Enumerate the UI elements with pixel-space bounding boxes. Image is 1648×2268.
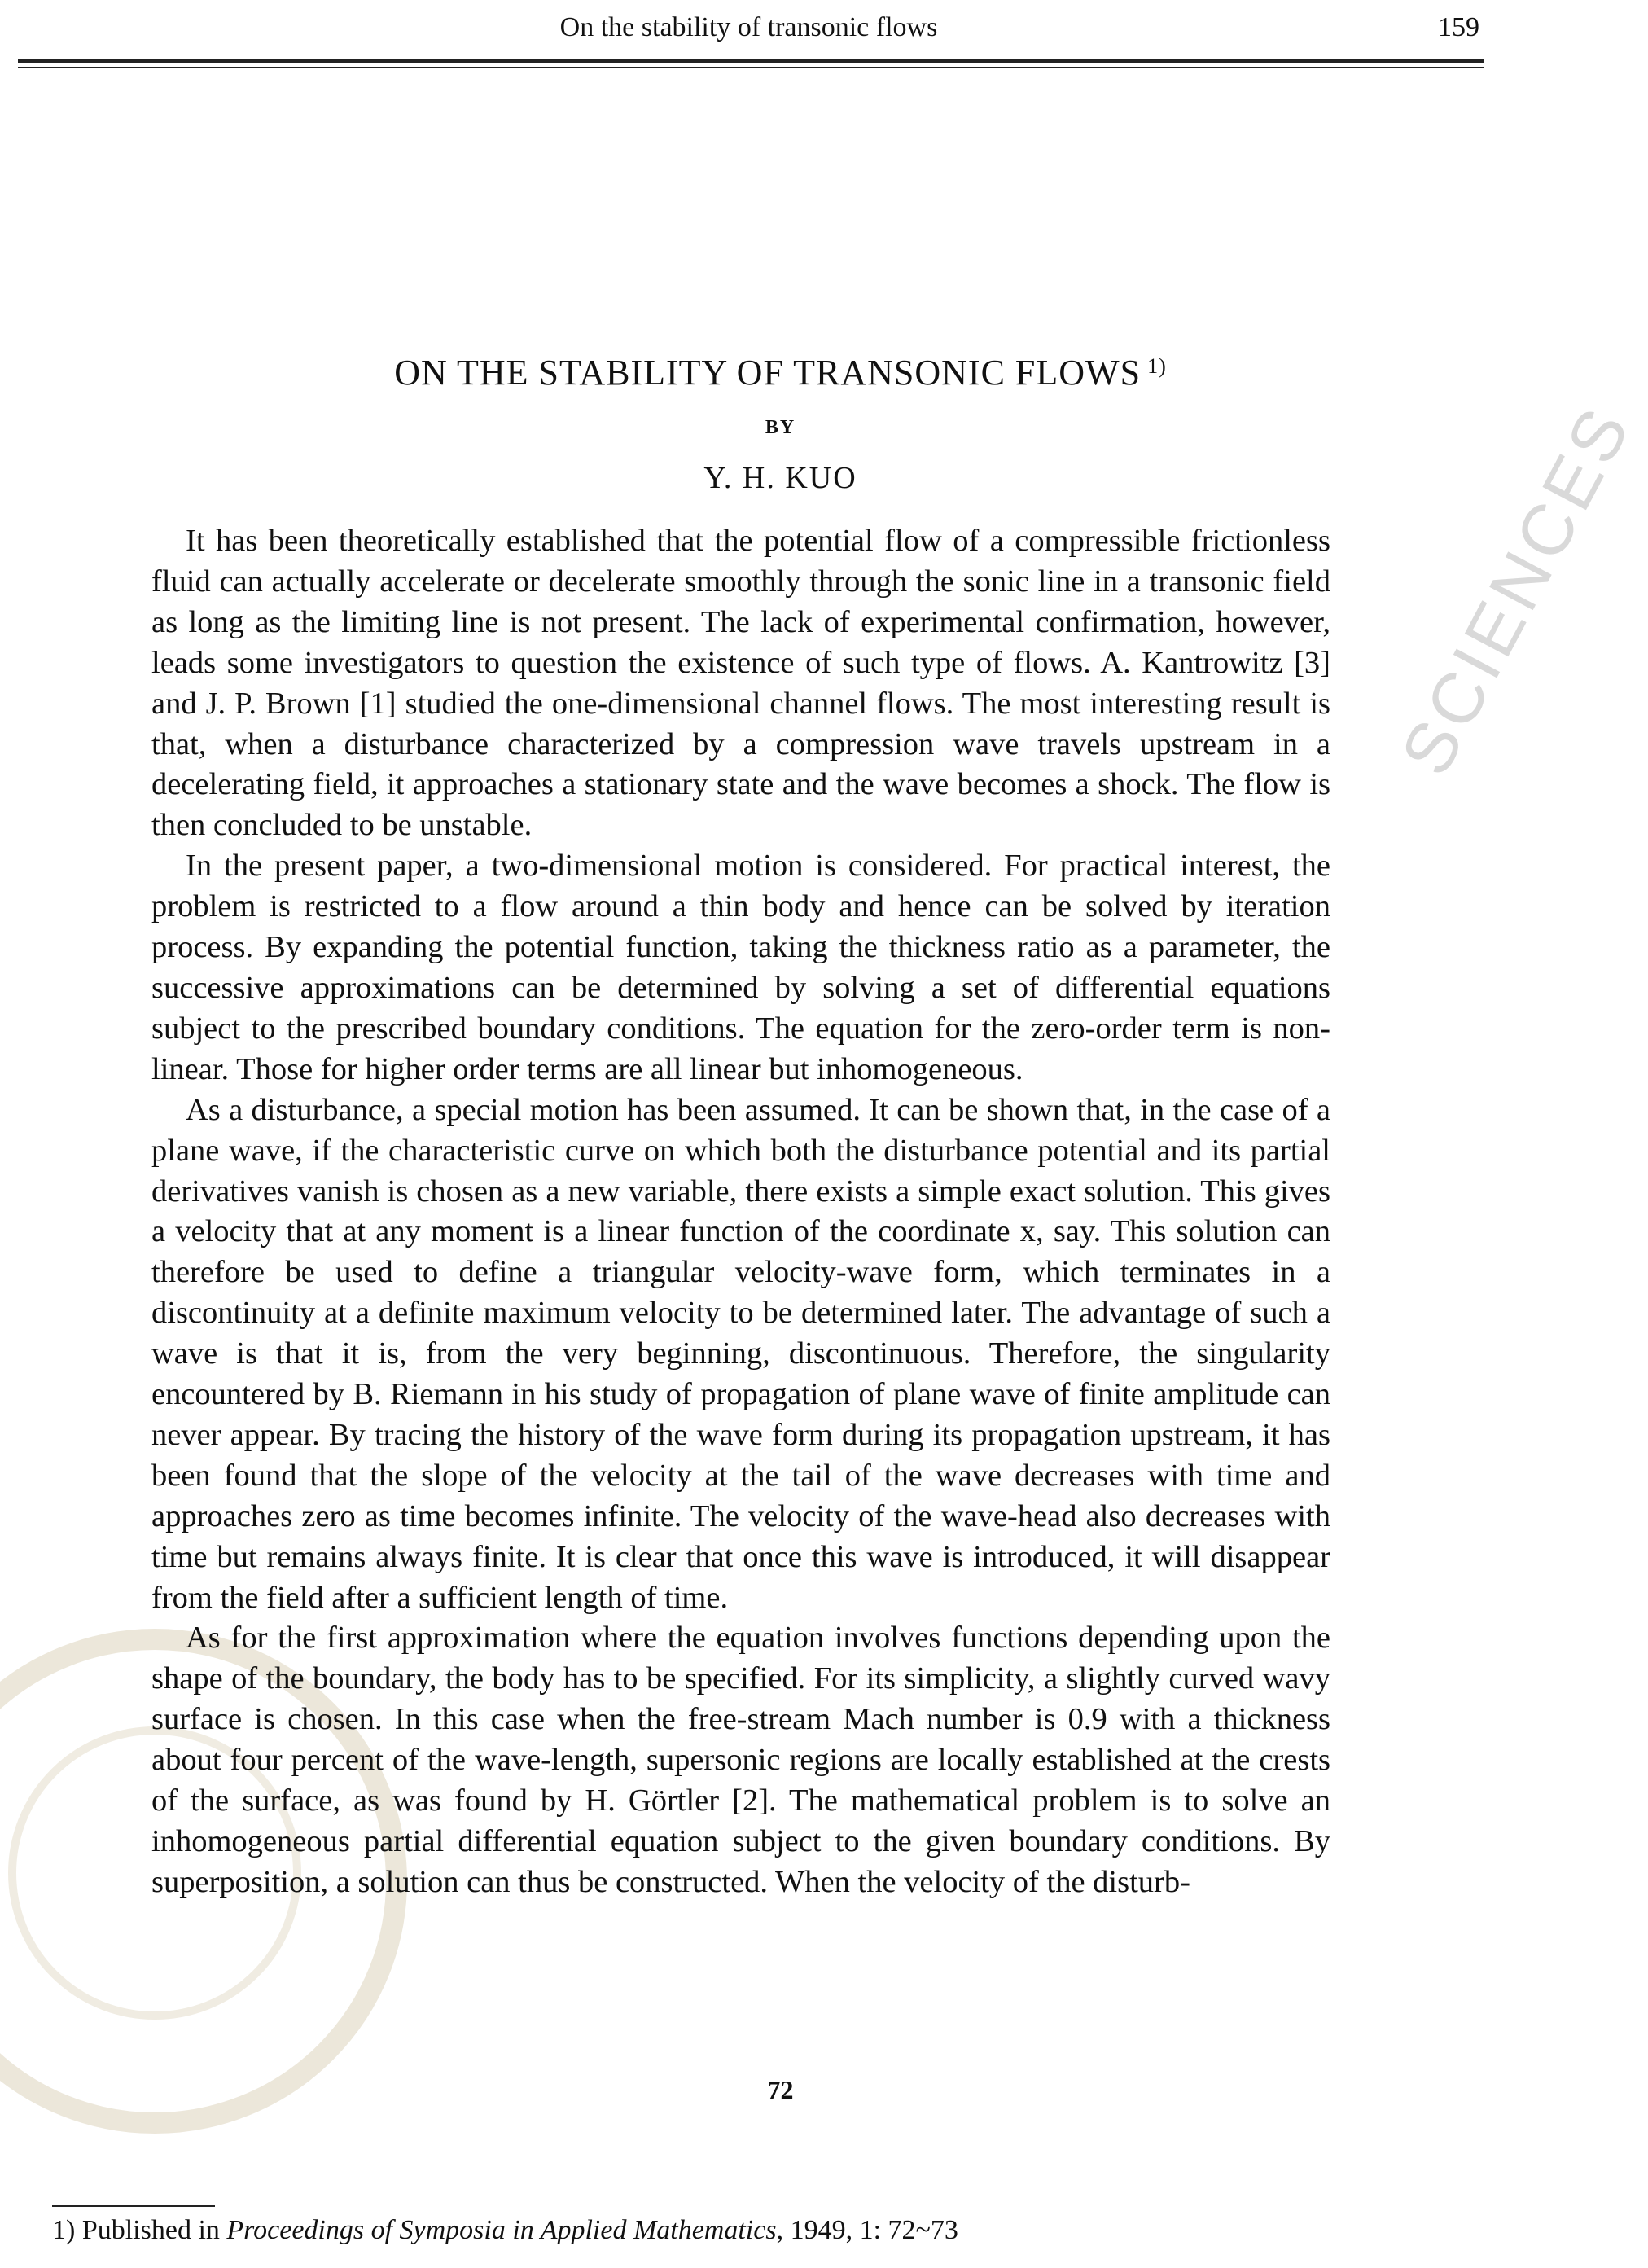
footnote-journal: Proceedings of Symposia in Applied Mathematics [226,2215,777,2245]
watermark-text: SCIENCES [1384,391,1647,787]
byline-by: BY [765,417,796,438]
paragraph: In the present paper, a two-dimensional motion is considered. For practical interest, the problem is restricted to a flow around a thin body and hence can be solved by iteration process. By expanding the potential function, taking the thickness ratio as a parameter, the successive approximations can be determined by solving a set of differential equations subject to the prescribed boundary conditions. The equation for the zero-order term is non-linear. Those for higher order terms are all linear but inhomogeneous. [151,849,1330,1086]
footnote [52,2213,958,2248]
article-title [0,352,1561,393]
title-footnote-marker: 1) [1147,354,1167,378]
paragraph: It has been theoretically established that the potential flow of a compressible frictionless fluid can actually accelerate or decelerate smoothly through the sonic line in a transonic field as long as the limiting line is not present. The lack of experimental confirmation, however, leads some investigators to question the existence of such type of flows. A. Kantrowitz [3] and J. P. Brown [1] studied the one-dimensional channel flows. The most interesting result is that, when a disturbance characterized by a compression wave travels upstream in a decelerating field, it approaches a stationary state and the wave becomes a shock. The flow is then concluded to be unstable. [151,524,1330,843]
footnote-details: , 1949, 1: 72~73 [776,2215,958,2245]
page-number-top: 159 [1438,12,1479,42]
footnote-marker: 1) Published in [52,2215,227,2245]
running-title: On the stability of transonic flows [559,12,938,42]
header-rule-thin [18,67,1484,68]
running-header [18,11,1479,52]
article-body [151,521,1330,1903]
article-title-text: ON THE STABILITY OF TRANSONIC FLOWS [394,353,1142,393]
original-page-number: 72 [767,2075,794,2104]
author-name: Y. H. KUO [703,461,857,495]
header-rule-thick [18,59,1484,63]
paragraph: As a disturbance, a special motion has been assumed. It can be shown that, in the case of a plane wave, if the characteristic curve on which both the disturbance potential and its partial derivatives vanish is chosen as a new variable, there exists a simple exact solution. This gives a velocity that at any moment is a linear function of the coordinate x, say. This solution can therefore be used to define a triangular velocity-wave form, which terminates in a discontinuity at a definite maximum velocity to be determined later. The advantage of such a wave is that it is, from the very beginning, discontinuous. Therefore, the singularity encountered by B. Riemann in his study of propagation of plane wave of finite amplitude can never appear. By tracing the history of the wave form during its propagation upstream, it has been found that the slope of the velocity at the tail of the wave decreases with time and approaches zero as time becomes infinite. The velocity of the wave-head also decreases with time but remains always finite. It is clear that once this wave is introduced, it will disappear from the field after a sufficient length of time. [151,1092,1330,1615]
paragraph: As for the first approximation where the equation involves functions depending upon the shape of the boundary, the body has to be specified. For its simplicity, a slightly curved wavy surface is chosen. In this case when the free-stream Mach number is 0.9 with a thickness about four percent of the wave-length, supersonic regions are locally established at the crests of the surface, as was found by H. Görtler [2]. The mathematical problem is to solve an inhomogeneous partial differential equation subject to the given boundary conditions. By superposition, a solution can thus be constructed. When the velocity of the disturb- [151,1621,1330,1899]
footnote-rule [52,2205,215,2207]
